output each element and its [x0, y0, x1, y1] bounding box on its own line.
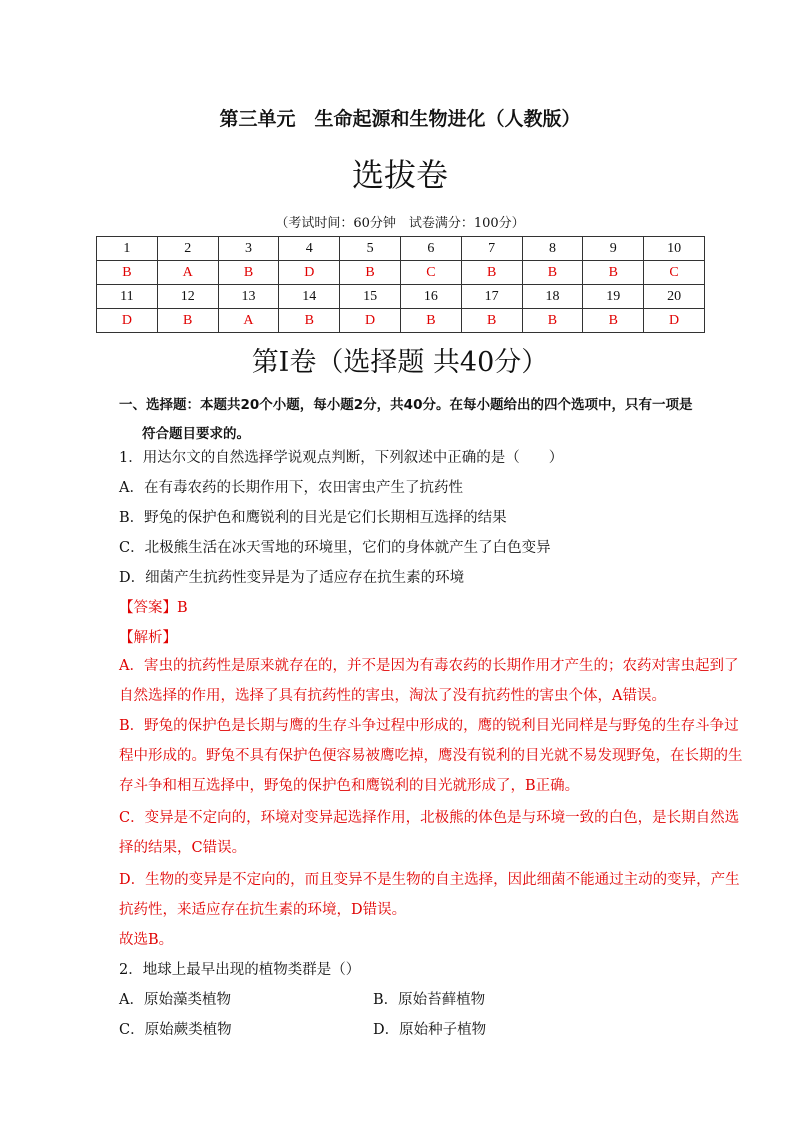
- answer-cell: B: [340, 261, 401, 285]
- question-2-stem: 2．地球上最早出现的植物类群是（）: [119, 962, 361, 978]
- analysis-line: B．野兔的保护色是长期与鹰的生存斗争过程中形成的，鹰的锐利目光同样是与野兔的生存斗争过: [119, 718, 739, 734]
- question-number-cell: 11: [97, 285, 158, 309]
- section-title: 第Ⅰ卷（选择题 共40分）: [251, 347, 549, 378]
- analysis-line: C．变异是不定向的，环境对变异起选择作用，北极熊的体色是与环境一致的白色，是长期自然选: [119, 810, 740, 826]
- unit-title: 第三单元 生命起源和生物进化（人教版）: [219, 108, 581, 130]
- answer-cell: B: [522, 309, 583, 333]
- answer-cell: C: [644, 261, 705, 285]
- answer-label: 【答案】B: [119, 600, 188, 616]
- question-2-option-b: B．原始苔藓植物: [373, 992, 486, 1008]
- analysis-line: D．生物的变异是不定向的，而且变异不是生物的自主选择，因此细菌不能通过主动的变异，产生: [119, 872, 740, 888]
- paper-title: 选拔卷: [351, 156, 448, 194]
- question-number-cell: 18: [522, 285, 583, 309]
- answer-cell: D: [644, 309, 705, 333]
- question-number-cell: 12: [157, 285, 218, 309]
- table-row: [97, 261, 705, 285]
- question-2-option-d: D．原始种子植物: [373, 1022, 487, 1038]
- question-1-option-b: B．野兔的保护色和鹰锐利的目光是它们长期相互选择的结果: [119, 510, 507, 526]
- question-number-cell: 2: [157, 237, 218, 261]
- analysis-line: A．害虫的抗药性是原来就存在的，并不是因为有毒农药的长期作用才产生的；农药对害虫起到了: [119, 658, 739, 674]
- answer-cell: B: [583, 261, 644, 285]
- question-number-cell: 17: [461, 285, 522, 309]
- question-2-option-a: A．原始藻类植物: [119, 992, 231, 1008]
- answer-cell: B: [218, 261, 279, 285]
- question-2-option-c: C．原始蕨类植物: [119, 1022, 232, 1038]
- answer-cell: B: [522, 261, 583, 285]
- question-number-cell: 16: [400, 285, 461, 309]
- answer-cell: B: [157, 309, 218, 333]
- answer-cell: B: [279, 309, 340, 333]
- answer-cell: B: [400, 309, 461, 333]
- table-row: [97, 285, 705, 309]
- answer-cell: B: [461, 309, 522, 333]
- analysis-line: 抗药性，来适应存在抗生素的环境，D错误。: [119, 902, 407, 918]
- analysis-line: 择的结果，C错误。: [119, 840, 247, 856]
- analysis-line: 程中形成的。野兔不具有保护色便容易被鹰吃掉，鹰没有锐利的目光就不易发现野兔，在长期的生: [119, 748, 743, 764]
- question-number-cell: 9: [583, 237, 644, 261]
- question-number-cell: 20: [644, 285, 705, 309]
- question-number-cell: 19: [583, 285, 644, 309]
- question-1-option-c: C．北极熊生活在冰天雪地的环境里，它们的身体就产生了白色变异: [119, 540, 551, 556]
- question-number-cell: 5: [340, 237, 401, 261]
- answer-cell: B: [461, 261, 522, 285]
- table-row: [97, 237, 705, 261]
- answer-cell: A: [218, 309, 279, 333]
- section-instruction-continued: 符合题目要求的。: [142, 426, 250, 442]
- answer-cell: C: [400, 261, 461, 285]
- answer-cell: A: [157, 261, 218, 285]
- section-instruction: 一、选择题：本题共20个小题，每小题2分，共40分。在每小题给出的四个选项中，只有一项是: [119, 397, 693, 413]
- question-1-option-d: D．细菌产生抗药性变异是为了适应存在抗生素的环境: [119, 570, 465, 586]
- analysis-line: 自然选择的作用，选择了具有抗药性的害虫，淘汰了没有抗药性的害虫个体，A错误。: [119, 688, 666, 704]
- question-number-cell: 15: [340, 285, 401, 309]
- answer-cell: D: [340, 309, 401, 333]
- exam-info: （考试时间：60分钟 试卷满分：100分）: [275, 216, 525, 231]
- analysis-line: 存斗争和相互选择中，野兔的保护色和鹰锐利的目光就形成了，B正确。: [119, 778, 580, 794]
- answer-cell: D: [97, 309, 158, 333]
- question-number-cell: 7: [461, 237, 522, 261]
- question-number-cell: 4: [279, 237, 340, 261]
- question-number-cell: 14: [279, 285, 340, 309]
- question-1-option-a: A．在有毒农药的长期作用下，农田害虫产生了抗药性: [119, 480, 463, 496]
- question-number-cell: 10: [644, 237, 705, 261]
- question-1-stem: 1．用达尔文的自然选择学说观点判断，下列叙述中正确的是（ ）: [119, 450, 564, 466]
- conclusion: 故选B。: [119, 932, 174, 948]
- question-number-cell: 1: [97, 237, 158, 261]
- question-number-cell: 13: [218, 285, 279, 309]
- question-number-cell: 6: [400, 237, 461, 261]
- table-row: [97, 309, 705, 333]
- question-number-cell: 8: [522, 237, 583, 261]
- answer-cell: B: [583, 309, 644, 333]
- answer-cell: D: [279, 261, 340, 285]
- answer-cell: B: [97, 261, 158, 285]
- analysis-label: 【解析】: [119, 630, 177, 646]
- question-number-cell: 3: [218, 237, 279, 261]
- answer-table: [96, 236, 705, 333]
